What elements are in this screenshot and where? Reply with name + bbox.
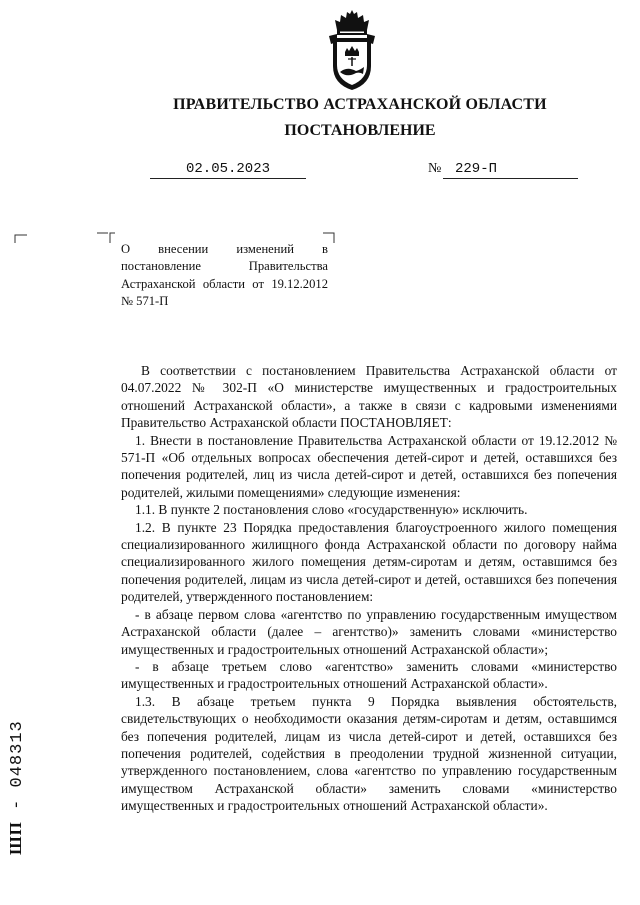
document-number: 229-П	[443, 160, 578, 179]
document-date: 02.05.2023	[150, 160, 306, 179]
coat-of-arms-icon	[323, 8, 381, 92]
body-paragraph: 1.3. В абзаце третьем пункта 9 Порядка выявления обстоятельств, свидетельствующих о необходимости оказания детям-сиротам и детям, оставшимся без попечения родителей, лицам из числа детей-сирот и детей, оставшихся без попечения родителей, содействия в преодолении трудной жизненной ситуации, утвержденного постановлением, слова «агентство по управлению государственным имуществом Астраханской области» заменить словами «министерство имущественных и градостроительных отношений Астраханской области».	[121, 693, 617, 814]
corner-mark-subject-left	[96, 232, 116, 244]
body-paragraph: В соответствии с постановлением Правительства Астраханской области от 04.07.2022 № 302-П «О министерстве имущественных и градостроительных отношений Астраханской области», а также в связи с кадровыми изменениями Правительство Астраханской области ПОСТАНОВЛЯЕТ:	[121, 363, 617, 431]
body-paragraph: - в абзаце первом слова «агентство по управлению государственным имуществом Астраханской области (далее – агентство)» заменить словами «министерство имущественных и градостроительных отношений Астраханской области»;	[121, 606, 617, 657]
document-body	[121, 362, 617, 815]
body-paragraph: 1.2. В пункте 23 Порядка предоставления благоустроенного жилого помещения специализированного жилищного фонда Астраханской области по договору найма специализированного жилого помещения детям-сиротам и детям, оставшимся без попечения родителей, лицам из числа детей-сирот и детей, оставшихся без попечения родителей, утвержденного постановлением:	[121, 519, 617, 605]
body-paragraph: 1. Внести в постановление Правительства Астраханской области от 19.12.2012 № 571-П «Об отдельных вопросах обеспечения детей-сирот и детей, оставшихся без попечения родителей, лиц из числа детей-сирот и детей, оставшихся без попечения родителей, жилыми помещениями» следующие изменения:	[121, 432, 617, 500]
stamp-prefix: ШП	[6, 821, 25, 855]
stamp-code: - 048313	[8, 720, 27, 822]
number-sign: №	[428, 161, 442, 176]
body-paragraph: - в абзаце третьем слово «агентство» заменить словами «министерство имущественных и градостроительных отношений Астраханской области».	[121, 658, 617, 692]
corner-mark-left	[14, 234, 28, 244]
document-subject: О внесении изменений в постановление Правительства Астраханской области от 19.12.2012 № 571-П	[121, 242, 328, 308]
registration-stamp	[6, 720, 27, 855]
document-type-title: ПОСТАНОВЛЕНИЕ	[284, 122, 436, 139]
body-paragraph: 1.1. В пункте 2 постановления слово «государственную» исключить.	[135, 502, 528, 518]
organization-title: ПРАВИТЕЛЬСТВО АСТРАХАНСКОЙ ОБЛАСТИ	[173, 96, 547, 113]
